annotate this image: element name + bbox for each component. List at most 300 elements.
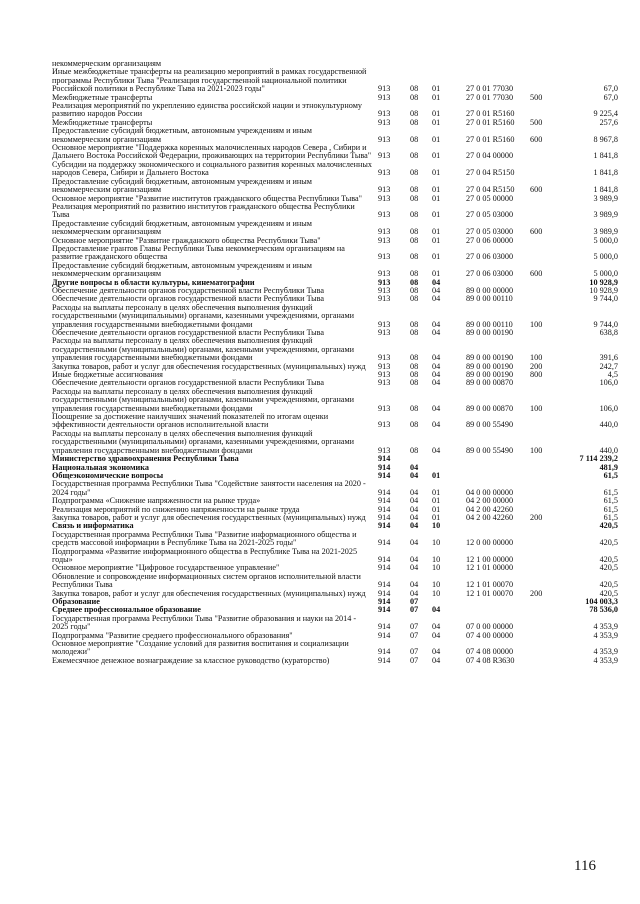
row-description: Обновление и сопровождение информационных систем органов исполнительной власти Республики Тыва	[52, 571, 361, 590]
ministry-code: 914	[378, 647, 391, 657]
ministry-code: 914	[378, 597, 391, 606]
subsection-code: 10	[432, 588, 441, 598]
section-code: 07	[410, 597, 419, 606]
table-row	[52, 245, 618, 262]
amount: 9 744,0	[593, 294, 618, 304]
expense-type-code	[530, 497, 562, 505]
target-article-code: 27 0 04 00000	[466, 151, 514, 161]
amount: 481,9	[599, 462, 618, 472]
ministry-code: 913	[378, 403, 391, 413]
expense-type-code	[530, 287, 562, 295]
expense-type-code	[530, 68, 562, 93]
expense-type-code	[530, 632, 562, 640]
target-article-code: 89 0 00 00190	[466, 353, 514, 363]
ministry-code: 914	[378, 580, 391, 590]
target-article-code: 12 1 01 00070	[466, 588, 514, 598]
section-code: 08	[410, 403, 419, 413]
section-code: 04	[410, 462, 419, 472]
section-code: 08	[410, 445, 419, 455]
row-description: Расходы на выплаты персоналу в целях обеспечения выполнения функций государственными (муниципальными) органами, казенными учреждениями, органами управления государственными внебюджетными фондами	[52, 302, 355, 329]
section-code: 08	[410, 193, 419, 203]
row-description: Общеэкономические вопросы	[52, 470, 164, 480]
subsection-code: 01	[432, 269, 441, 279]
target-article-code: 27 0 01 R5160	[466, 109, 515, 119]
table-row	[52, 480, 618, 497]
row-description: некоммерческим организациям	[52, 59, 162, 68]
section-code: 08	[410, 227, 419, 237]
target-article-code	[466, 598, 530, 606]
target-article-code: 27 0 05 03000	[466, 227, 514, 237]
section-code: 08	[410, 328, 419, 337]
ministry-code: 913	[378, 294, 391, 304]
amount: 1 841,8	[593, 185, 618, 195]
row-description: Реализация мероприятий по снижению напряженности на рынке труда	[52, 504, 300, 514]
ministry-code: 913	[378, 235, 391, 245]
expense-type-code: 600	[530, 227, 543, 237]
row-description: Образование	[52, 597, 100, 606]
row-description: Реализация мероприятий по укреплению единства российской нации и этнокультурному развитию народов России	[52, 101, 362, 119]
subsection-code: 04	[432, 328, 441, 337]
subsection-code: 04	[432, 378, 441, 388]
amount: 5 000,0	[593, 235, 618, 245]
section-code: 07	[410, 655, 419, 665]
section-code: 08	[410, 269, 419, 279]
table-row	[52, 430, 618, 455]
amount: 67,0	[603, 92, 618, 102]
target-article-code: 07 4 08 R3630	[466, 655, 515, 665]
expense-type-code	[530, 102, 562, 119]
ministry-code: 914	[378, 605, 391, 615]
amount: 3 989,9	[593, 227, 618, 237]
row-description: Основное мероприятие "Цифровое государственное управление"	[52, 563, 280, 573]
row-description: Среднее профессиональное образование	[52, 605, 201, 615]
amount	[562, 60, 618, 68]
expense-type-code	[530, 606, 562, 614]
subsection-code: 04	[432, 353, 441, 363]
expense-type-code: 100	[530, 403, 543, 413]
row-description: Связь и информатика	[52, 521, 134, 531]
ministry-code: 913	[378, 277, 391, 287]
section-code: 08	[410, 285, 419, 295]
amount: 420,5	[599, 521, 618, 531]
subsection-code: 04	[432, 622, 441, 632]
table-row	[52, 514, 618, 522]
ministry-code: 914	[378, 655, 391, 665]
row-description: Государственная программа Республики Тыва "Развитие образования и науки на 2014 - 2025 годы"	[52, 613, 357, 632]
subsection-code: 01	[432, 109, 441, 119]
row-description: Обеспечение деятельности органов государственной власти Республики Тыва	[52, 328, 325, 337]
amount: 61,5	[603, 496, 618, 506]
amount: 61,5	[603, 487, 618, 497]
target-article-code: 89 0 00 00190	[466, 361, 514, 371]
table-row	[52, 590, 618, 598]
table-row	[52, 573, 618, 590]
section-code: 07	[410, 622, 419, 632]
table-row	[52, 127, 618, 144]
ministry-code: 913	[378, 328, 391, 337]
subsection-code: 01	[432, 252, 441, 262]
amount: 420,5	[599, 563, 618, 573]
target-article-code: 07 4 08 00000	[466, 647, 514, 657]
row-description: Подпрограмма «Снижение напряженности на рынке труда»	[52, 496, 261, 506]
table-row	[52, 640, 618, 657]
subsection-code: 10	[432, 538, 441, 548]
row-description: Государственная программа Республики Тыва "Содействие занятости населения на 2020 - 2024 годы"	[52, 479, 366, 497]
row-description: Национальная экономика	[52, 462, 149, 472]
subsection-code: 04	[432, 445, 441, 455]
section-code: 07	[410, 647, 419, 657]
subsection-code: 01	[432, 92, 441, 102]
section-code: 07	[410, 605, 419, 615]
ministry-code: 914	[378, 521, 391, 531]
expense-type-code: 100	[530, 353, 543, 363]
ministry-code: 913	[378, 151, 391, 161]
target-article-code: 27 0 06 00000	[466, 235, 514, 245]
amount: 5 000,0	[593, 269, 618, 279]
amount: 4,5	[607, 370, 618, 380]
section-code: 08	[410, 92, 419, 102]
expense-type-code	[530, 144, 562, 161]
subsection-code: 04	[432, 403, 441, 413]
target-article-code: 27 0 01 77030	[466, 84, 514, 94]
budget-table	[52, 60, 618, 665]
ministry-code	[378, 60, 410, 68]
subsection-code: 10	[432, 580, 441, 590]
table-row	[52, 657, 618, 665]
row-description: Расходы на выплаты персоналу в целях обеспечения выполнения функций государственными (муниципальными) органами, казенными учреждениями, органами управления государственными внебюджетными фондами	[52, 336, 355, 363]
expense-type-code	[530, 245, 562, 262]
section-code: 04	[410, 521, 419, 531]
ministry-code: 913	[378, 361, 391, 371]
row-description: Иные межбюджетные трансферты на реализацию мероприятий в рамках государственной программы Республики Тыва "Реализация государственной национальной политики Российской политики в Республике Тыва на 2021-2023 годы"	[52, 67, 367, 94]
section-code: 08	[410, 370, 419, 380]
expense-type-code	[530, 237, 562, 245]
row-description: Основное мероприятие "Поддержка коренных малочисленных народов Севера , Сибири и Дальнего Востока Российской Федерации, проживающих на территории Республики Тыва"	[52, 143, 372, 161]
subsection-code: 04	[432, 647, 441, 657]
row-description: Расходы на выплаты персоналу в целях обеспечения выполнения функций государственными (муниципальными) органами, казенными учреждениями, органами управления государственными внебюджетными фондами	[52, 386, 355, 413]
ministry-code: 913	[378, 193, 391, 203]
target-article-code: 27 0 05 00000	[466, 193, 514, 203]
ministry-code: 913	[378, 420, 391, 430]
ministry-code: 914	[378, 462, 391, 472]
section-code: 04	[410, 554, 419, 564]
expense-type-code: 500	[530, 117, 543, 127]
section-code: 07	[410, 630, 419, 640]
expense-type-code	[530, 531, 562, 548]
expense-type-code: 200	[530, 588, 543, 598]
row-description: Предоставление субсидий бюджетным, автономным учреждениям и иным некоммерческим организациям	[52, 176, 312, 195]
row-description: Государственная программа Республики Тыва "Развитие информационного общества и средств массовой информации в Республике Тыва на 2021-2025 годы"	[52, 529, 357, 548]
table-row	[52, 413, 618, 430]
ministry-code: 913	[378, 319, 391, 329]
section-code: 04	[410, 563, 419, 573]
section-code: 04	[410, 580, 419, 590]
ministry-code: 914	[378, 588, 391, 598]
target-article-code	[466, 522, 530, 530]
target-article-code: 89 0 00 00870	[466, 378, 514, 388]
section-code: 04	[410, 487, 419, 497]
row-description: Расходы на выплаты персоналу в целях обеспечения выполнения функций государственными (муниципальными) органами, казенными учреждениями, органами управления государственными внебюджетными фондами	[52, 428, 355, 455]
expense-type-code: 500	[530, 92, 543, 102]
amount: 420,5	[599, 554, 618, 564]
section-code: 08	[410, 134, 419, 144]
amount: 104 003,3	[585, 597, 618, 606]
section-code: 08	[410, 361, 419, 371]
subsection-code: 01	[432, 193, 441, 203]
amount: 106,0	[599, 403, 618, 413]
ministry-code: 914	[378, 454, 391, 464]
ministry-code: 913	[378, 84, 391, 94]
row-description: Обеспечение деятельности органов государственной власти Республики Тыва	[52, 378, 325, 388]
expense-type-code	[530, 295, 562, 303]
target-article-code: 89 0 00 55490	[466, 420, 514, 430]
target-article-code: 27 0 01 77030	[466, 92, 514, 102]
section-code	[410, 60, 432, 68]
amount: 4 353,9	[593, 647, 618, 657]
subsection-code: 01	[432, 512, 441, 522]
table-row	[52, 178, 618, 195]
expense-type-code	[530, 60, 562, 68]
table-row	[52, 262, 618, 279]
amount: 420,5	[599, 580, 618, 590]
ministry-code: 913	[378, 378, 391, 388]
subsection-code: 01	[432, 487, 441, 497]
ministry-code: 914	[378, 470, 391, 480]
subsection-code: 01	[432, 151, 441, 161]
expense-type-code	[530, 413, 562, 430]
subsection-code: 04	[432, 655, 441, 665]
expense-type-code: 200	[530, 512, 543, 522]
subsection-code: 01	[432, 134, 441, 144]
amount: 391,6	[599, 353, 618, 363]
subsection-code: 04	[432, 294, 441, 304]
row-description: Ежемесячное денежное вознаграждение за классное руководство (кураторство)	[52, 655, 330, 665]
expense-type-code	[530, 464, 562, 472]
ministry-code: 914	[378, 622, 391, 632]
row-description: Основное мероприятие "Создание условий для развития воспитания и социализации молодежи"	[52, 639, 349, 657]
target-article-code: 89 0 00 00190	[466, 370, 514, 380]
amount: 257,6	[599, 117, 618, 127]
ministry-code: 913	[378, 117, 391, 127]
ministry-code: 914	[378, 504, 391, 514]
subsection-code: 04	[432, 319, 441, 329]
expense-type-code	[530, 522, 562, 530]
expense-type-code	[530, 379, 562, 387]
amount: 10 928,9	[589, 285, 618, 295]
subsection-code: 04	[432, 605, 441, 615]
target-article-code	[466, 606, 530, 614]
expense-type-code	[530, 615, 562, 632]
amount: 638,8	[599, 328, 618, 337]
section-code: 08	[410, 235, 419, 245]
ministry-code: 913	[378, 134, 391, 144]
subsection-code	[432, 455, 466, 463]
expense-type-code	[530, 161, 562, 178]
table-row	[52, 388, 618, 413]
subsection-code: 01	[432, 185, 441, 195]
expense-type-code: 200	[530, 361, 543, 371]
amount: 420,5	[599, 538, 618, 548]
row-description: Закупка товаров, работ и услуг для обеспечения государственных (муниципальных) нужд	[52, 588, 366, 598]
target-article-code: 27 0 01 R5160	[466, 117, 515, 127]
row-description: Поощрение за достижение наилучших значений показателей по итогам оценки эффективности деятельности органов исполнительной власти	[52, 412, 329, 430]
section-code: 04	[410, 470, 419, 480]
ministry-code: 913	[378, 92, 391, 102]
row-description: Подпрограмма «Развитие информационного общества в Республике Тыва на 2021-2025 годы»	[52, 546, 358, 564]
section-code: 08	[410, 210, 419, 220]
ministry-code: 913	[378, 285, 391, 295]
section-code: 08	[410, 252, 419, 262]
ministry-code: 913	[378, 210, 391, 220]
subsection-code: 01	[432, 117, 441, 127]
target-article-code	[466, 472, 530, 480]
ministry-code: 913	[378, 168, 391, 178]
target-article-code: 04 2 00 42260	[466, 504, 514, 514]
section-code: 08	[410, 294, 419, 304]
expense-type-code	[530, 329, 562, 337]
amount: 61,5	[603, 512, 618, 522]
expense-type-code	[530, 573, 562, 590]
expense-type-code: 600	[530, 185, 543, 195]
target-article-code: 12 1 01 00000	[466, 563, 514, 573]
ministry-code: 913	[378, 252, 391, 262]
expense-type-code: 100	[530, 319, 543, 329]
subsection-code: 01	[432, 84, 441, 94]
subsection-code: 01	[432, 227, 441, 237]
table-row	[52, 304, 618, 329]
subsection-code: 01	[432, 504, 441, 514]
target-article-code: 27 0 05 03000	[466, 210, 514, 220]
ministry-code: 913	[378, 109, 391, 119]
ministry-code: 914	[378, 630, 391, 640]
target-article-code	[466, 464, 530, 472]
expense-type-code	[530, 472, 562, 480]
target-article-code: 27 0 06 03000	[466, 269, 514, 279]
ministry-code: 914	[378, 512, 391, 522]
subsection-code: 04	[432, 370, 441, 380]
expense-type-code	[530, 279, 562, 287]
subsection-code: 01	[432, 168, 441, 178]
ministry-code: 914	[378, 538, 391, 548]
expense-type-code	[530, 598, 562, 606]
ministry-code: 913	[378, 227, 391, 237]
target-article-code: 89 0 00 55490	[466, 445, 514, 455]
ministry-code: 913	[378, 370, 391, 380]
subsection-code: 04	[432, 285, 441, 295]
section-code: 08	[410, 319, 419, 329]
table-row	[52, 548, 618, 565]
row-description: Предоставление субсидий бюджетным, автономным учреждениям и иным некоммерческим организациям	[52, 260, 312, 279]
target-article-code: 89 0 00 00000	[466, 285, 514, 295]
expense-type-code: 100	[530, 445, 543, 455]
amount: 420,5	[599, 588, 618, 598]
amount: 61,5	[603, 504, 618, 514]
row-description: Министерство здравоохранения Республики Тыва	[52, 454, 239, 464]
target-article-code: 89 0 00 00110	[466, 294, 513, 304]
section-code: 04	[410, 512, 419, 522]
ministry-code: 914	[378, 487, 391, 497]
subsection-code: 01	[432, 210, 441, 220]
section-code: 08	[410, 277, 419, 287]
target-article-code	[466, 455, 530, 463]
section-code: 04	[410, 588, 419, 598]
amount: 4 353,9	[593, 630, 618, 640]
target-article-code: 27 0 01 R5160	[466, 134, 515, 144]
row-description: Основное мероприятие "Развитие институтов гражданского общества Республики Тыва"	[52, 193, 362, 203]
ministry-code: 914	[378, 496, 391, 506]
row-description: Реализация мероприятий по развитию институтов гражданского общества Республики Тыва	[52, 201, 355, 220]
target-article-code	[466, 60, 530, 68]
row-description: Подпрограмма "Развитие среднего профессионального образования"	[52, 630, 293, 640]
amount: 3 989,9	[593, 193, 618, 203]
page-number: 116	[574, 858, 596, 874]
section-code: 08	[410, 168, 419, 178]
amount: 1 841,8	[593, 151, 618, 161]
amount: 1 841,8	[593, 168, 618, 178]
subsection-code: 04	[432, 361, 441, 371]
subsection-code: 04	[432, 630, 441, 640]
subsection-code: 10	[432, 554, 441, 564]
target-article-code: 12 0 00 00000	[466, 538, 514, 548]
subsection-code: 10	[432, 563, 441, 573]
target-article-code: 27 0 04 R5150	[466, 168, 515, 178]
ministry-code: 913	[378, 269, 391, 279]
expense-type-code	[530, 455, 562, 463]
ministry-code: 914	[378, 563, 391, 573]
target-article-code: 07 4 00 00000	[466, 630, 514, 640]
section-code: 08	[410, 117, 419, 127]
expense-type-code: 600	[530, 134, 543, 144]
row-description: Обеспечение деятельности органов государственной власти Республики Тыва	[52, 294, 325, 304]
section-code: 08	[410, 378, 419, 388]
ministry-code: 914	[378, 554, 391, 564]
table-row	[52, 161, 618, 178]
target-article-code: 12 1 00 00000	[466, 554, 514, 564]
section-code: 04	[410, 496, 419, 506]
amount: 10 928,9	[589, 277, 618, 287]
expense-type-code	[530, 203, 562, 220]
budget-table-body	[52, 60, 618, 665]
subsection-code: 01	[432, 235, 441, 245]
expense-type-code	[530, 564, 562, 572]
ministry-code: 913	[378, 353, 391, 363]
expense-type-code	[530, 548, 562, 565]
subsection-code: 01	[432, 496, 441, 506]
subsection-code: 01	[432, 470, 441, 480]
table-row	[52, 531, 618, 548]
target-article-code: 27 0 06 03000	[466, 252, 514, 262]
table-row	[52, 144, 618, 161]
row-description: Закупка товаров, работ и услуг для обеспечения государственных (муниципальных) нужд	[52, 512, 366, 522]
expense-type-code: 800	[530, 370, 543, 380]
row-description: Закупка товаров, работ и услуг для обеспечения государственных (муниципальных) нужд	[52, 361, 366, 371]
target-article-code: 89 0 00 00870	[466, 403, 514, 413]
subsection-code	[432, 60, 466, 68]
expense-type-code	[530, 640, 562, 657]
section-code: 04	[410, 504, 419, 514]
amount: 5 000,0	[593, 252, 618, 262]
target-article-code: 89 0 00 00110	[466, 319, 513, 329]
table-row	[52, 68, 618, 93]
table-row	[52, 220, 618, 237]
amount: 106,0	[599, 378, 618, 388]
row-description: Субсидии на поддержку экономического и социального развития коренных малочисленных народов Севера, Сибири и Дальнего Востока	[52, 159, 373, 178]
subsection-code: 10	[432, 521, 441, 531]
amount: 440,0	[599, 445, 618, 455]
row-description: Предоставление субсидий бюджетным, автономным учреждениям и иным некоммерческим организациям	[52, 126, 312, 144]
ministry-code: 913	[378, 445, 391, 455]
subsection-code: 04	[432, 420, 441, 430]
